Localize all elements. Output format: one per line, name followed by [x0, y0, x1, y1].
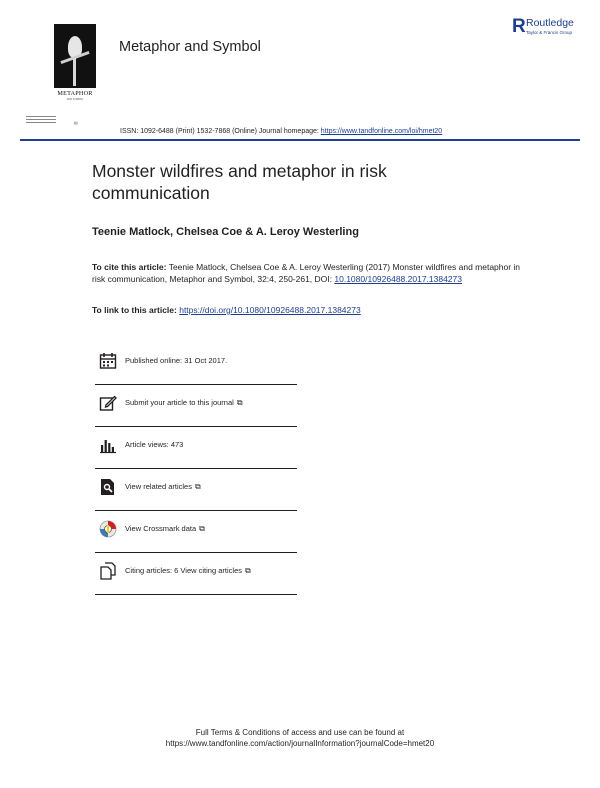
journal-homepage-link[interactable]: https://www.tandfonline.com/loi/hmet20 [320, 128, 443, 135]
article-views-item [95, 427, 297, 469]
issn-text: ISSN: 1092-6488 (Print) 1532-7868 (Online) Journal homepage: [120, 128, 321, 135]
citation-block [92, 262, 522, 285]
citing-articles-item[interactable] [95, 553, 297, 595]
footer-terms [100, 727, 500, 749]
edit-icon [99, 394, 117, 412]
journal-cover-thumbnail [52, 22, 98, 104]
submit-article-link[interactable]: Submit your article to this journal ⧉ [125, 398, 243, 407]
view-related-articles-link[interactable]: View related articles ⧉ [125, 482, 201, 491]
publisher-name: Routledge [526, 17, 574, 29]
external-link-icon: ⧉ [236, 398, 243, 407]
crossmark-item[interactable] [95, 511, 297, 553]
article-authors: Teenie Matlock, Chelsea Coe & A. Leroy Westerling [92, 226, 359, 238]
issn-line [120, 128, 442, 135]
calendar-icon [99, 352, 117, 370]
footer-line-1: Full Terms & Conditions of access and use can be found at [195, 728, 405, 737]
citation-text: Teenie Matlock, Chelsea Coe & A. Leroy Westerling (2017) Monster wildfires and metaphor in risk communication, Metaphor and Symbol, 32:4, 250-261, DOI: [92, 262, 521, 284]
cover-subtitle: AND SYMBOL [66, 98, 84, 101]
crossmark-icon [99, 520, 117, 538]
copy-document-icon [99, 562, 117, 580]
article-doi-url[interactable]: https://doi.org/10.1080/10926488.2017.1384273 [179, 305, 361, 315]
external-link-icon: ⧉ [199, 524, 205, 533]
published-online-item [95, 343, 297, 385]
external-link-icon: ⧉ [245, 566, 251, 575]
journal-name: Metaphor and Symbol [119, 39, 261, 55]
article-views-label: Article views: 473 [125, 440, 184, 449]
article-link-line [92, 305, 361, 315]
published-online-label: Published online: 31 Oct 2017. [125, 356, 228, 365]
routledge-r-icon: R [512, 16, 526, 37]
header-divider [20, 139, 580, 141]
submit-article-item[interactable] [95, 385, 297, 427]
bar-chart-icon [99, 436, 117, 454]
article-title: Monster wildfires and metaphor in risk communication [92, 161, 387, 203]
external-link-icon: ⧉ [194, 482, 201, 491]
cover-artwork [54, 24, 96, 88]
view-citing-articles-link[interactable]: Citing articles: 6 View citing articles ⧉ [125, 566, 251, 575]
footer-terms-link[interactable]: https://www.tandfonline.com/action/journalInformation?journalCode=hmet20 [165, 739, 435, 748]
small-publisher-logo: ▤ [74, 120, 78, 125]
search-document-icon [99, 478, 117, 496]
related-articles-item[interactable] [95, 469, 297, 511]
citation-doi-link[interactable]: 10.1080/10926488.2017.1384273 [334, 273, 463, 284]
view-crossmark-link[interactable]: View Crossmark data ⧉ [125, 524, 205, 533]
cover-fine-print [26, 116, 56, 125]
publisher-tagline: Taylor & Francis Group [526, 30, 573, 35]
citation-label: To cite this article: [92, 262, 167, 272]
article-info-list [95, 343, 297, 595]
article-link-label: To link to this article: [92, 305, 180, 315]
cover-title: METAPHOR [57, 90, 93, 97]
